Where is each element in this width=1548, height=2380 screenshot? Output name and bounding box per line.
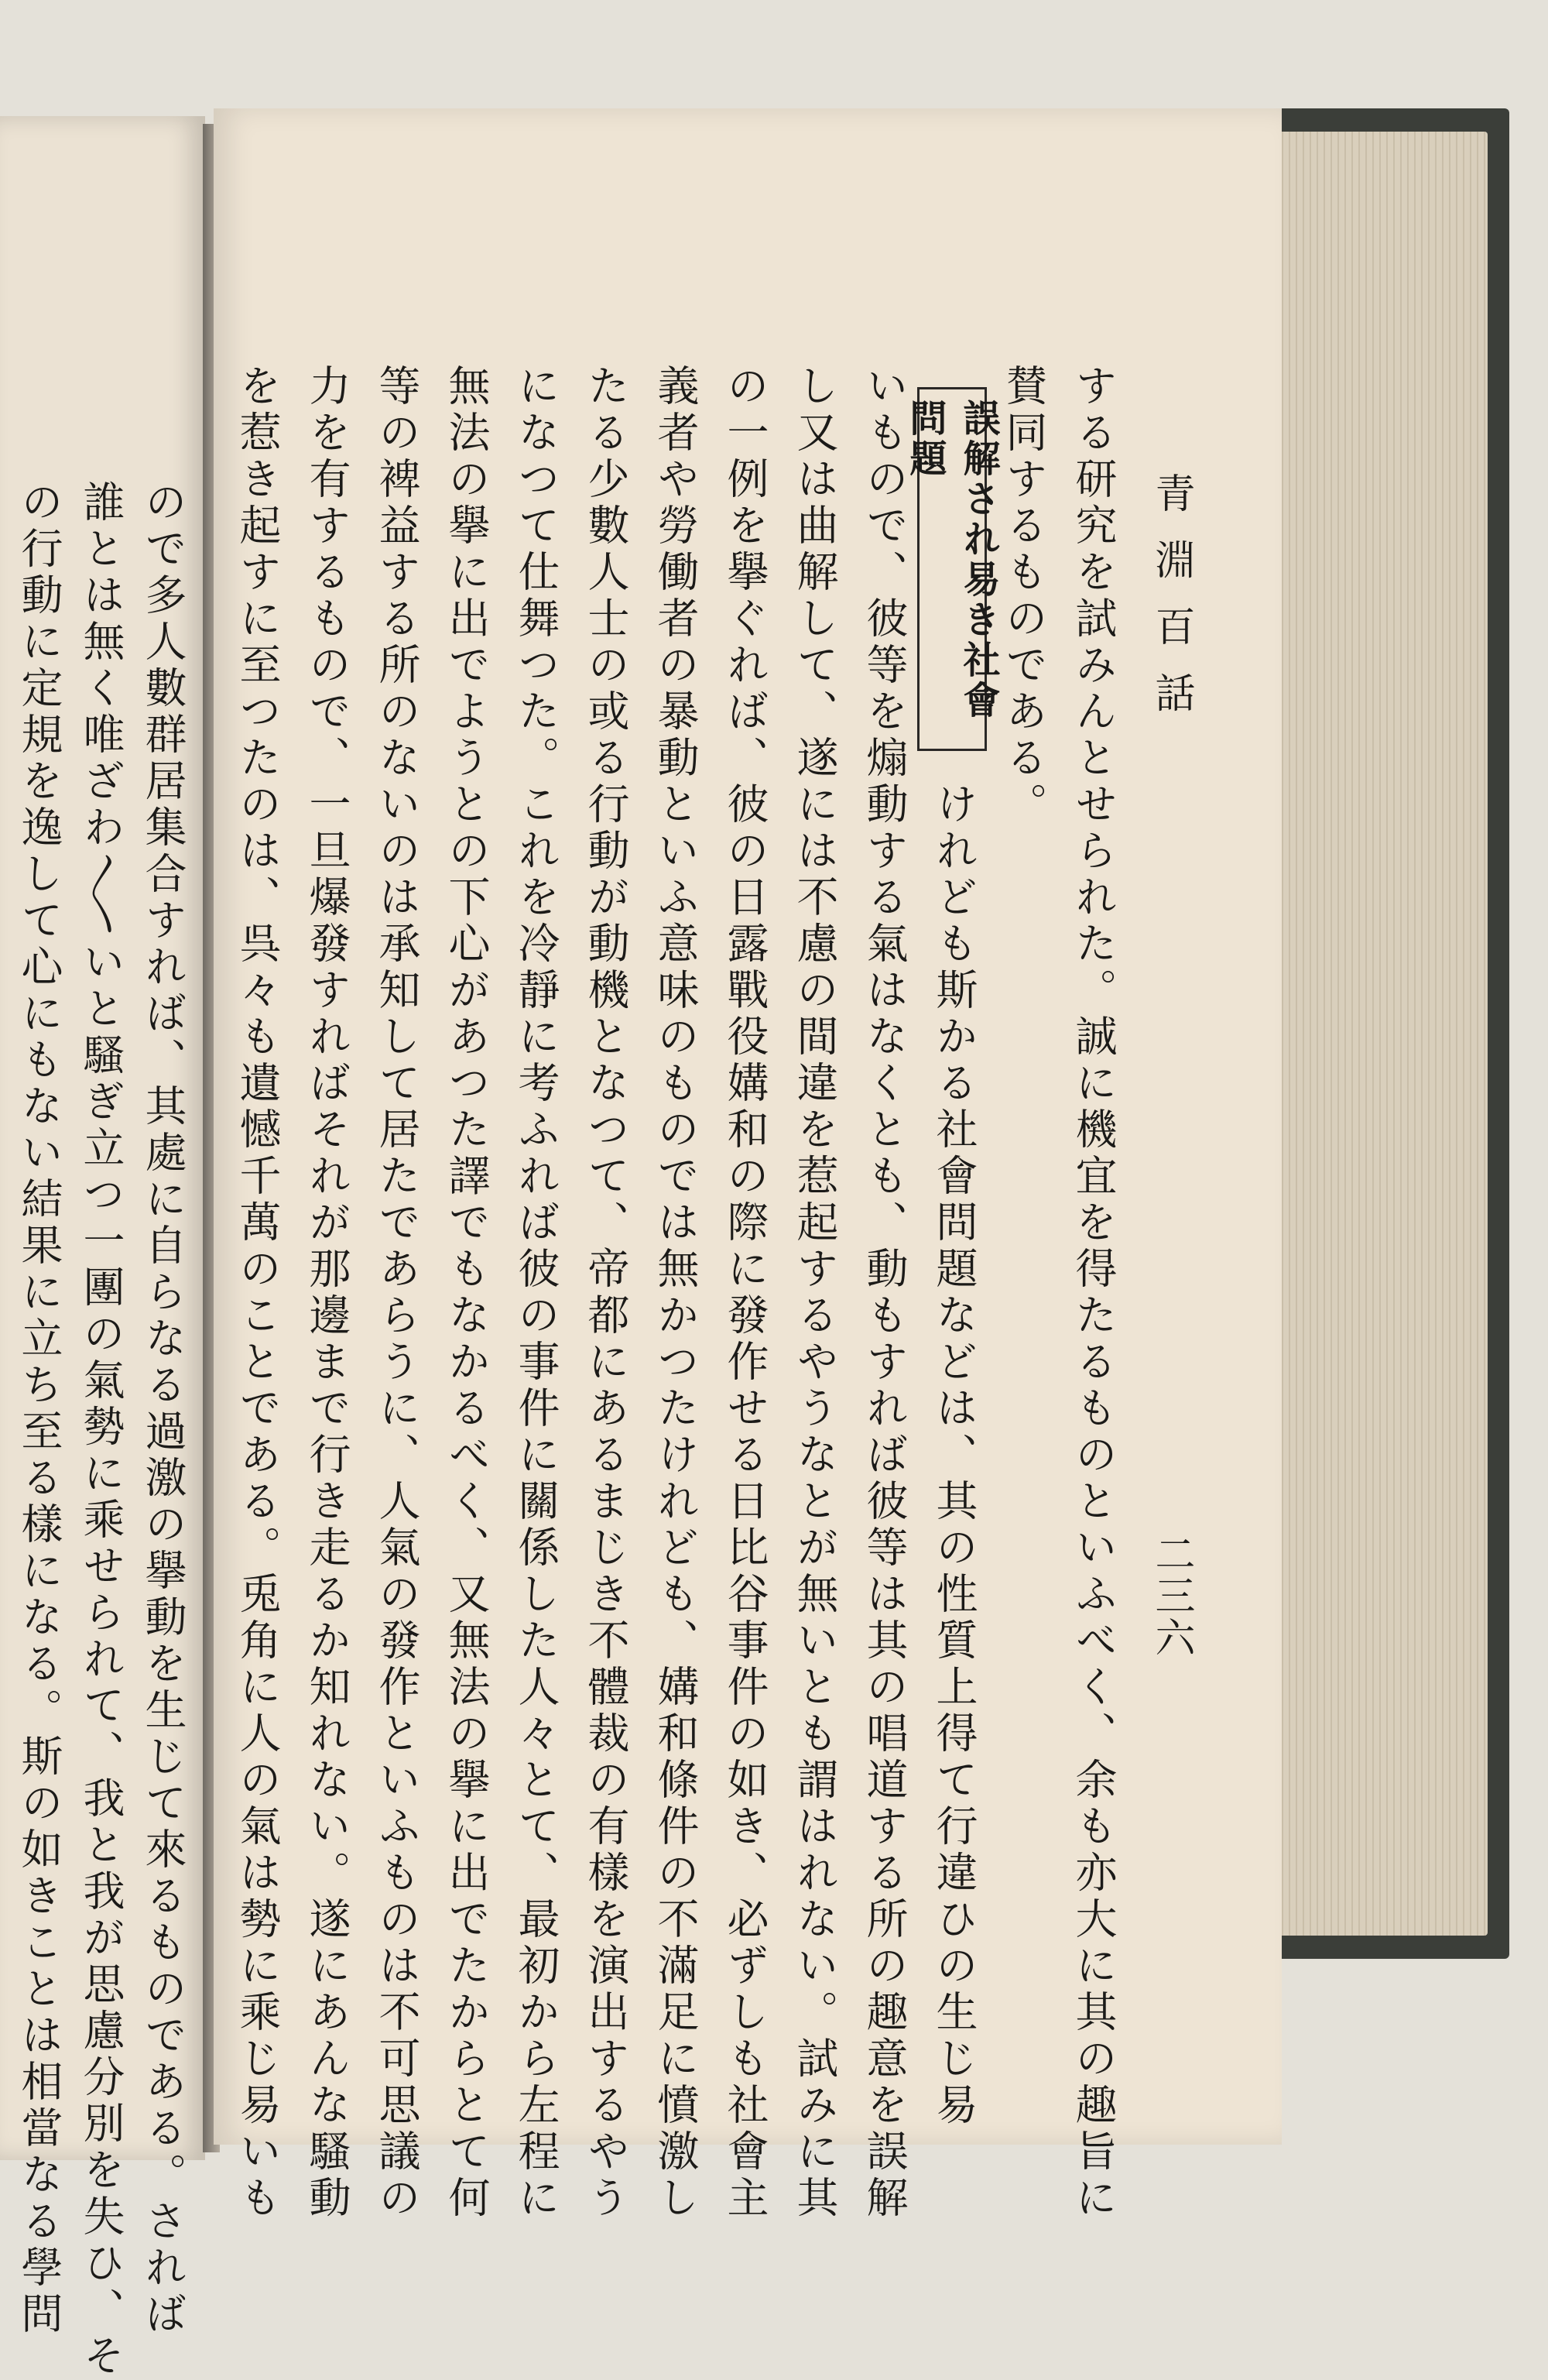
body-line: たる少數人士の或る行動が動機となつて、帝都にあるまじき不體裁の有樣を演出するやう [581,364,630,2222]
running-header-title: 青淵百話 [1148,472,1194,739]
body-line: 無法の擧に出でようとの下心があつた譯でもなかるべく、又無法の擧に出でたからとて何 [442,364,491,2222]
section-heading: 誤解され易き社會問題 [903,399,1000,721]
body-line: を惹き起すに至つたのは、呉々も遺憾千萬のことである。兎角に人の氣は勢に乘じ易いも [233,364,282,2222]
left-page-line: 誰とは無く唯ざわ〳〵いと騷ぎ立つ一團の氣勢に乘せられて、我と我が思慮分別を失ひ、そ [77,480,125,2380]
body-line: の一例を擧ぐれば、彼の日露戰役媾和の際に發作せる日比谷事件の如き、必ずしも社會主 [721,364,769,2222]
body-line: 等の裨益する所のないのは承知して居たであらうに、人氣の發作といふものは不可思議の [372,364,421,2222]
section-heading-box [903,387,1000,751]
body-line: 力を有するもので、一旦爆發すればそれが那邊まで行き走るか知れない。遂にあんな騷動 [303,364,351,2222]
body-line: 義者や勞働者の暴動といふ意味のものでは無かつたけれども、媾和條件の不滿足に憤激し [651,364,700,2222]
left-page [0,116,205,2380]
body-line: し又は曲解して、遂には不慮の間違を惹起するやうなとが無いとも謂はれない。試みに其 [790,364,839,2222]
body-line: けれども斯かる社會問題などは、其の性質上得て行違ひの生じ易 [930,782,978,2129]
body-line: する研究を試みんとせられた。誠に機宜を得たるものといふべく、余も亦大に其の趣旨に [1069,364,1118,2222]
page-edges [1255,132,1488,1936]
body-line: 賛同するものである。 [999,364,1048,828]
left-page-line: の行動に定規を逸して心にもない結果に立ち至る樣になる。斯の如きことは相當なる學問 [15,480,63,2338]
body-line: いもので、彼等を煽動する氣はなくとも、動もすれば彼等は其の唱道する所の趣意を誤解 [860,364,909,2222]
left-page-line: ので多人數群居集合すれば、其處に自らなる過激の擧動を生じて來るものである。されば [139,480,187,2338]
body-line: になつて仕舞つた。これを冷靜に考ふれば彼の事件に關係した人々とて、最初から左程に [512,364,560,2222]
page-number: 二三六 [1148,1533,1194,1658]
